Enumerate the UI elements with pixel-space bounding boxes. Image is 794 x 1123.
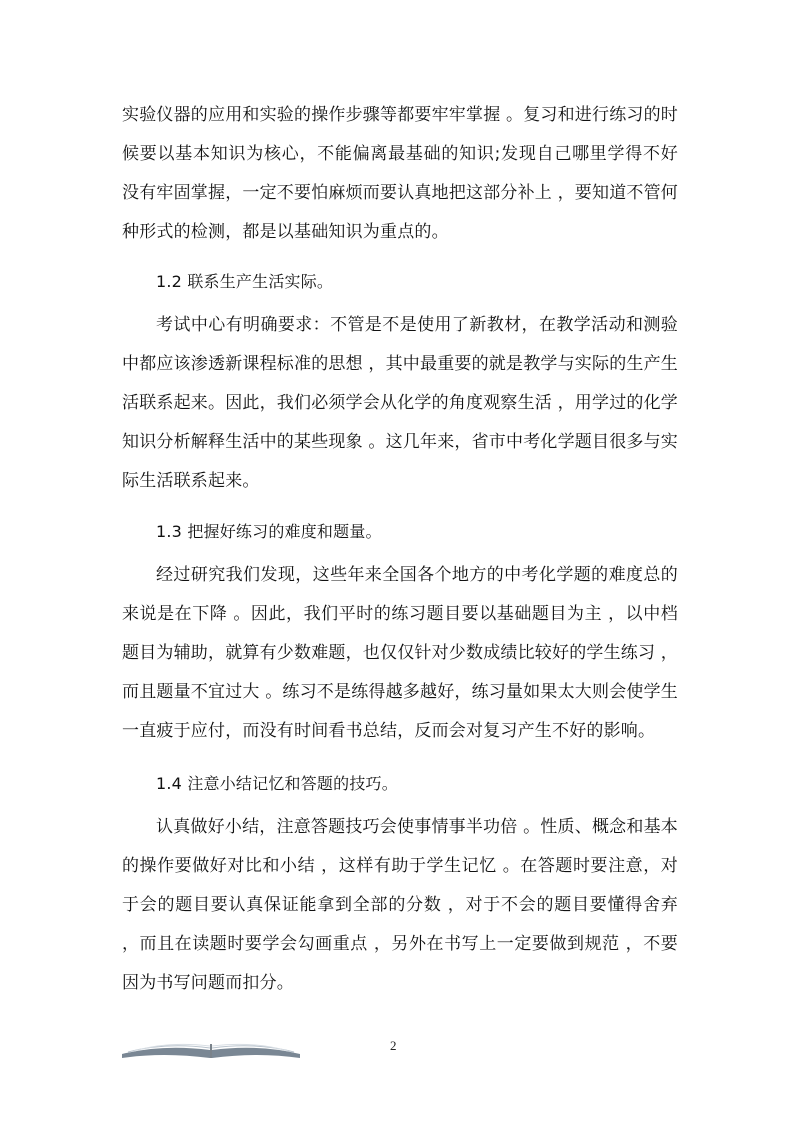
section-heading-1-4: 1.4 注意小结记忆和答题的技巧。: [156, 774, 398, 793]
paragraph-2: 考试中心有明确要求：不管是不是使用了新教材，在教学活动和测验中都应该渗透新课程标准的思想 ，其中最重要的就是教学与实际的生产生活联系起来。因此，我们必须学会从化学的角度观察生活 ，用学过的化学知识分析解释生活中的某些现象 。这几年来，省市中考化学题目很多与实际生活联系起来。: [122, 315, 679, 491]
section-heading-1-3: 1.3 把握好练习的难度和题量。: [156, 522, 382, 541]
page-number: 2: [390, 1038, 397, 1053]
paragraph-4: 认真做好小结，注意答题技巧会使事情事半功倍 。性质、概念和基本的操作要做好对比和小结 ，这样有助于学生记忆 。在答题时要注意，对于会的题目要认真保证能拿到全部的分数 ，对于不会的题目要懂得舍弃 ，而且在读题时要学会勾画重点 ，另外在书写上一定要做到规范 ，不要因为书写问题而扣分。: [122, 817, 678, 993]
paragraph-3: 经过研究我们发现，这些年来全国各个地方的中考化学题的难度总的来说是在下降 。因此，我们平时的练习题目要以基础题目为主 ，以中档题目为辅助，就算有少数难题，也仅仅针对少数成绩比较好的学生练习 ，而且题量不宜过大 。练习不是练得越多越好，练习量如果太大则会使学生一直疲于应付，而没有时间看书总结，反而会对复习产生不好的影响。: [122, 565, 679, 741]
paragraph-1: 实验仪器的应用和实验的操作步骤等都要牢牢掌握 。复习和进行练习的时候要以基本知识为核心，不能偏离最基础的知识;发现自己哪里学得不好没有牢固掌握，一定不要怕麻烦而要认真地把这部分补上 ，要知道不管何种形式的检测，都是以基础知识为重点的。: [122, 105, 679, 242]
section-heading-1-2: 1.2 联系生产生活实际。: [156, 272, 334, 291]
open-book-icon: [118, 1036, 304, 1060]
